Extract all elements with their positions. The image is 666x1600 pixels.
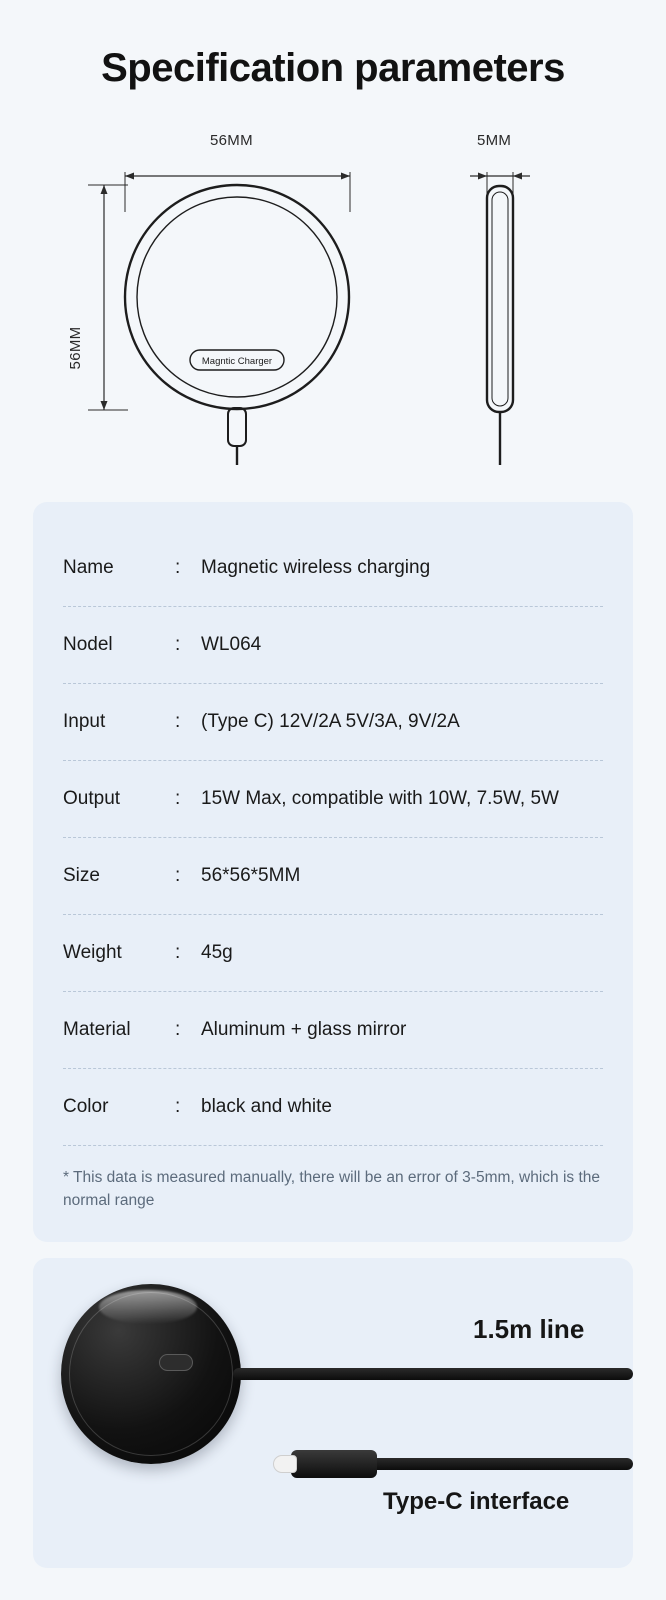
spec-separator: : [175, 865, 181, 886]
table-row [63, 607, 603, 684]
cable-lower [363, 1458, 633, 1470]
table-row [63, 838, 603, 915]
spec-separator: : [175, 1096, 181, 1117]
spec-value: 45g [201, 942, 233, 963]
table-row [63, 684, 603, 761]
dimension-height-label: 56MM [67, 326, 84, 370]
cable-upper [233, 1368, 633, 1380]
measurement-disclaimer: * This data is measured manually, there will be an error of 3-5mm, which is the normal range [63, 1169, 600, 1210]
table-row [63, 992, 603, 1069]
spec-separator: : [175, 711, 181, 732]
puck-gloss-highlight [99, 1290, 197, 1324]
table-row [63, 761, 603, 838]
spec-separator: : [175, 557, 181, 578]
spec-value: 56*56*5MM [201, 865, 301, 886]
table-row [63, 1069, 603, 1146]
table-row [63, 915, 603, 992]
specification-table [33, 502, 633, 1242]
spec-key: Name [63, 557, 114, 578]
spec-key: Color [63, 1096, 109, 1117]
spec-value: WL064 [201, 634, 262, 655]
svg-text:Magntic Charger: Magntic Charger [201, 356, 273, 367]
usb-c-port-icon [159, 1354, 193, 1371]
spec-value: 15W Max, compatible with 10W, 7.5W, 5W [201, 788, 559, 809]
table-row [63, 530, 603, 607]
charger-puck-image [61, 1284, 241, 1464]
spec-key: Material [63, 1019, 131, 1040]
page-title: Specification parameters [101, 46, 565, 90]
cable-length-label: 1.5m line [473, 1314, 585, 1344]
spec-separator: : [175, 1019, 181, 1040]
dimension-drawing-svg [0, 120, 666, 490]
spec-key: Weight [63, 942, 122, 963]
spec-value: (Type C) 12V/2A 5V/3A, 9V/2A [201, 711, 460, 732]
dimension-width-label: 56MM [210, 132, 253, 149]
spec-separator: : [175, 634, 181, 655]
product-dimension-diagram [0, 120, 666, 490]
spec-key: Output [63, 788, 121, 809]
usb-c-connector-tip [273, 1455, 297, 1473]
spec-key: Nodel [63, 634, 113, 655]
spec-separator: : [175, 942, 181, 963]
usb-c-connector [291, 1450, 377, 1478]
spec-value: black and white [201, 1096, 332, 1117]
spec-value: Aluminum + glass mirror [201, 1019, 407, 1040]
product-photo-card [33, 1258, 633, 1568]
spec-key: Size [63, 865, 100, 886]
spec-key: Input [63, 711, 106, 732]
spec-separator: : [175, 788, 181, 809]
connector-type-label: Type-C interface [383, 1488, 570, 1515]
spec-value: Magnetic wireless charging [201, 557, 431, 578]
dimension-thickness-label: 5MM [477, 132, 512, 149]
